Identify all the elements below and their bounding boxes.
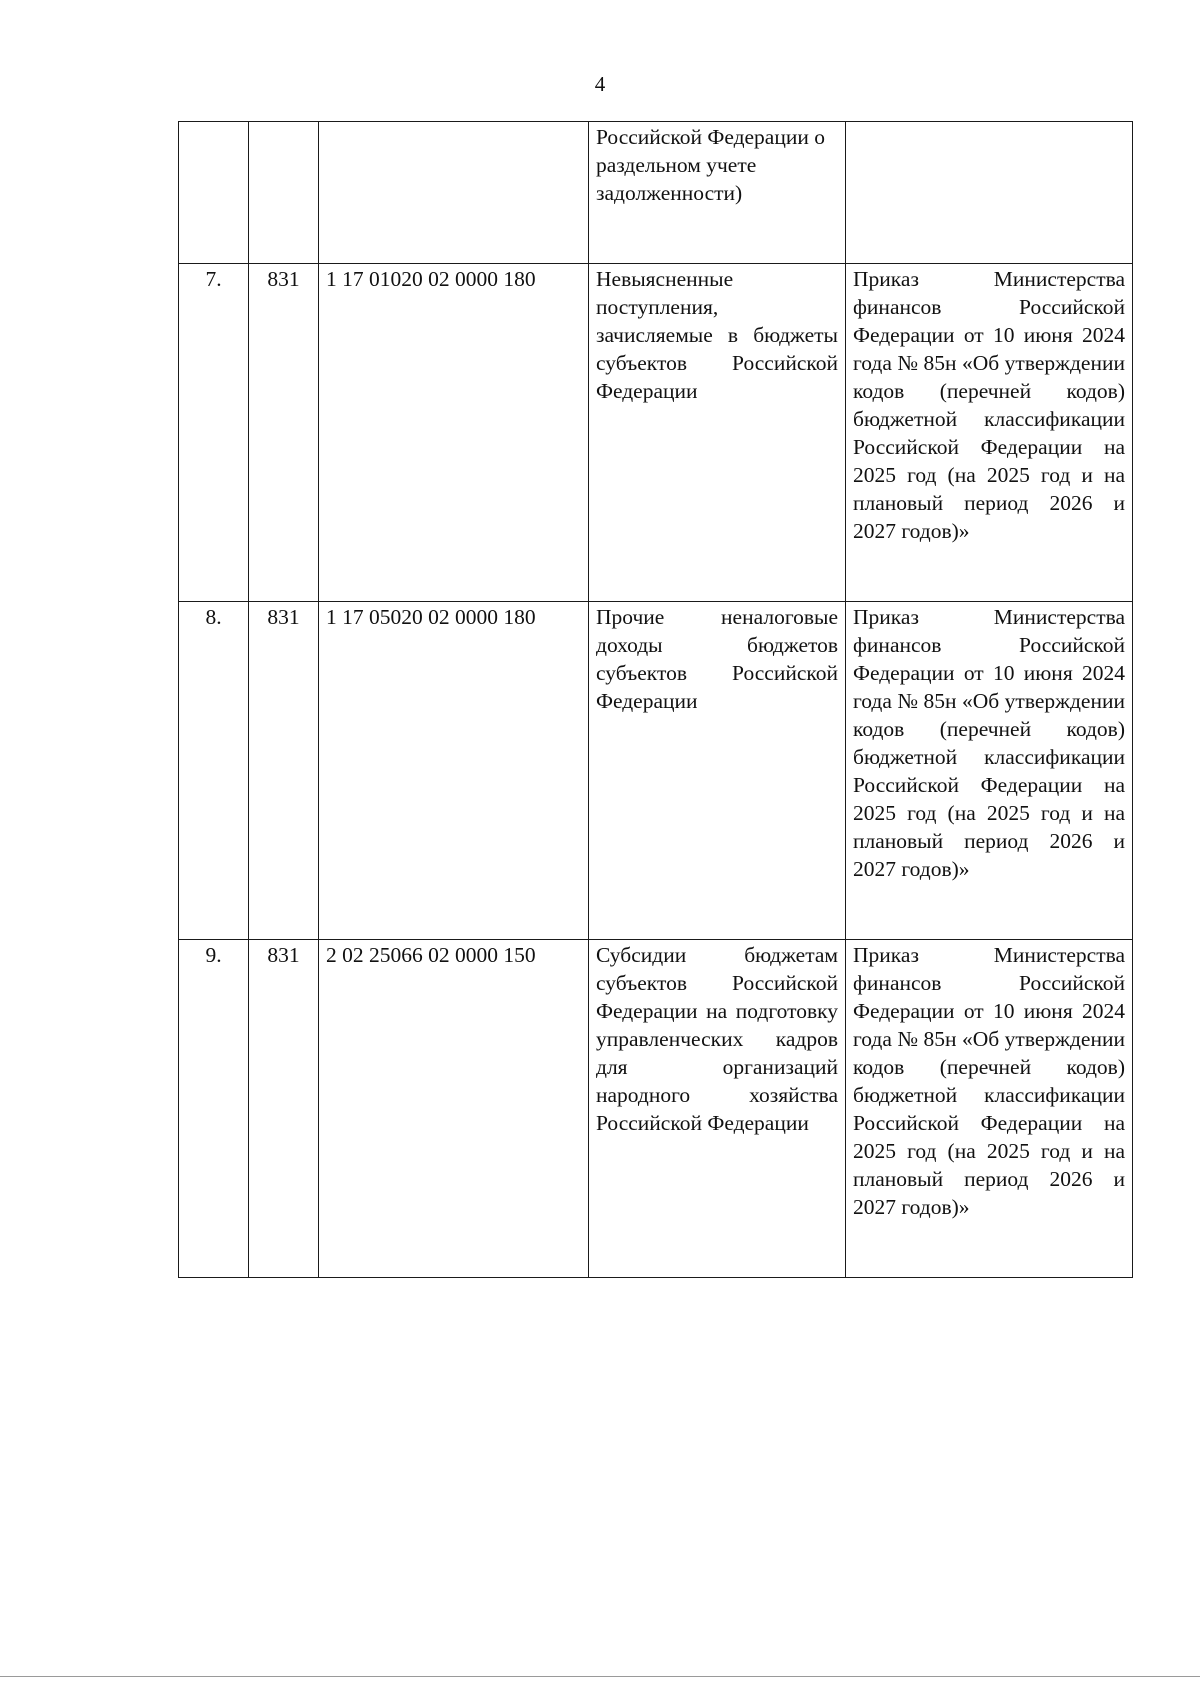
legal-basis-cell	[846, 122, 1133, 264]
revenue-name-cell: Прочие неналоговые доходы бюджетов субъектов Российской Федерации	[589, 602, 846, 940]
table-row	[179, 940, 1133, 1278]
table-row-continuation	[179, 122, 1133, 264]
budget-code-cell: 1 17 01020 02 0000 180	[319, 264, 589, 602]
revenue-codes-table	[178, 121, 1133, 1278]
administrator-code-cell: 831	[249, 264, 319, 602]
legal-basis-cell: Приказ Министерства финансов Российской Федерации от 10 июня 2024 года № 85н «Об утверждении кодов (перечней кодов) бюджетной классификации Российской Федерации на 2025 год (на 2025 год и на плановый период 2026 и 2027 годов)»	[846, 602, 1133, 940]
budget-code-cell	[319, 122, 589, 264]
row-number-cell	[179, 122, 249, 264]
budget-code-cell: 1 17 05020 02 0000 180	[319, 602, 589, 940]
table-row	[179, 264, 1133, 602]
budget-code-cell: 2 02 25066 02 0000 150	[319, 940, 589, 1278]
revenue-name-cell: Российской Федерации о раздельном учете задолженности)	[589, 122, 846, 264]
legal-basis-cell: Приказ Министерства финансов Российской Федерации от 10 июня 2024 года № 85н «Об утверждении кодов (перечней кодов) бюджетной классификации Российской Федерации на 2025 год (на 2025 год и на плановый период 2026 и 2027 годов)»	[846, 940, 1133, 1278]
legal-basis-cell: Приказ Министерства финансов Российской Федерации от 10 июня 2024 года № 85н «Об утверждении кодов (перечней кодов) бюджетной классификации Российской Федерации на 2025 год (на 2025 год и на плановый период 2026 и 2027 годов)»	[846, 264, 1133, 602]
administrator-code-cell	[249, 122, 319, 264]
page-bottom-edge-line	[0, 1676, 1200, 1677]
row-number-cell: 8.	[179, 602, 249, 940]
revenue-name-cell: Невыясненные поступления, зачисляемые в бюджеты субъектов Российской Федерации	[589, 264, 846, 602]
row-number-cell: 9.	[179, 940, 249, 1278]
revenue-name-cell: Субсидии бюджетам субъектов Российской Федерации на подготовку управленческих кадров для организаций народного хозяйства Российской Федерации	[589, 940, 846, 1278]
page-number: 4	[594, 72, 606, 96]
table-row	[179, 602, 1133, 940]
administrator-code-cell: 831	[249, 602, 319, 940]
row-number-cell: 7.	[179, 264, 249, 602]
administrator-code-cell: 831	[249, 940, 319, 1278]
